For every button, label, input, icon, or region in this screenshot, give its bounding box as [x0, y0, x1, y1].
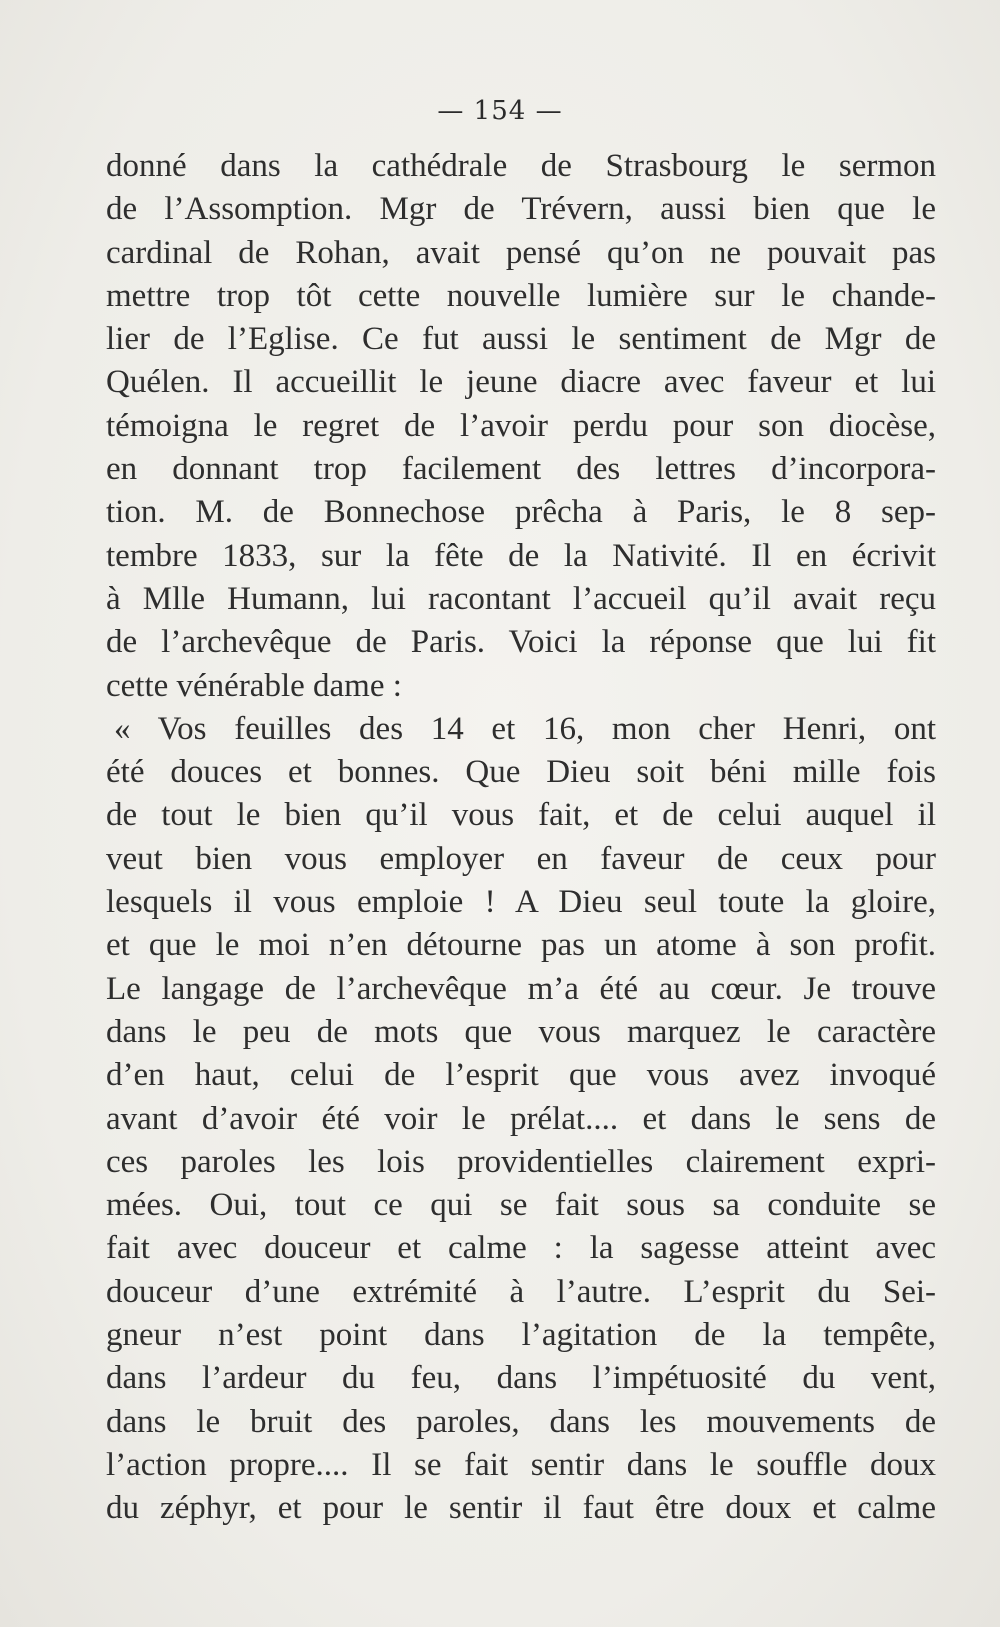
- text-line: l’action propre.... Il se fait sentir dans le souffle doux: [106, 1446, 936, 1483]
- text-line: mettre trop tôt cette nouvelle lumière sur le chande-: [106, 277, 936, 314]
- text-line: d’en haut, celui de l’esprit que vous avez invoqué: [106, 1057, 936, 1094]
- text-line: en donnant trop facilement des lettres d’incorpora-: [106, 451, 936, 488]
- text-line: lesquels il vous emploie ! A Dieu seul toute la gloire,: [106, 884, 936, 921]
- text-line: du zéphyr, et pour le sentir il faut être doux et calme: [106, 1490, 936, 1527]
- text-line: dans le peu de mots que vous marquez le caractère: [106, 1013, 936, 1050]
- text-line: ces paroles les lois providentielles clairement expri-: [106, 1143, 936, 1180]
- text-line: cette vénérable dame :: [106, 667, 402, 704]
- text-line: dans le bruit des paroles, dans les mouvements de: [106, 1403, 936, 1440]
- text-line: Quélen. Il accueillit le jeune diacre avec faveur et lui: [106, 364, 936, 401]
- text-line: tembre 1833, sur la fête de la Nativité. Il en écrivit: [106, 537, 936, 574]
- text-line: cardinal de Rohan, avait pensé qu’on ne pouvait pas: [106, 234, 936, 271]
- text-line: lier de l’Eglise. Ce fut aussi le sentiment de Mgr de: [106, 321, 936, 358]
- text-line: Le langage de l’archevêque m’a été au cœur. Je trouve: [106, 970, 936, 1007]
- text-line: dans l’ardeur du feu, dans l’impétuosité du vent,: [106, 1360, 936, 1397]
- text-line: de l’Assomption. Mgr de Trévern, aussi bien que le: [106, 191, 936, 228]
- text-line: témoigna le regret de l’avoir perdu pour son diocèse,: [106, 407, 936, 444]
- text-line: de l’archevêque de Paris. Voici la réponse que lui fit: [106, 624, 936, 661]
- text-line: gneur n’est point dans l’agitation de la tempête,: [106, 1317, 936, 1354]
- body-text: [106, 145, 936, 1531]
- text-line: donné dans la cathédrale de Strasbourg le sermon: [106, 148, 936, 184]
- page-number: — 154 —: [437, 96, 563, 126]
- text-line: fait avec douceur et calme : la sagesse atteint avec: [106, 1230, 936, 1267]
- text-line: douceur d’une extrémité à l’autre. L’esprit du Sei-: [106, 1273, 936, 1310]
- text-line: tion. M. de Bonnechose prêcha à Paris, le 8 sep-: [106, 494, 936, 531]
- text-line: de tout le bien qu’il vous fait, et de celui auquel il: [106, 797, 936, 834]
- text-line: été douces et bonnes. Que Dieu soit béni mille fois: [106, 754, 936, 791]
- text-line: veut bien vous employer en faveur de ceux pour: [106, 840, 936, 877]
- text-line: avant d’avoir été voir le prélat.... et dans le sens de: [106, 1100, 936, 1137]
- text-line: mées. Oui, tout ce qui se fait sous sa conduite se: [106, 1187, 936, 1224]
- quote-start-line: « Vos feuilles des 14 et 16, mon cher Henri, ont: [114, 710, 936, 747]
- text-line: et que le moi n’en détourne pas un atome à son profit.: [106, 927, 936, 964]
- text-line: à Mlle Humann, lui racontant l’accueil qu’il avait reçu: [106, 580, 936, 617]
